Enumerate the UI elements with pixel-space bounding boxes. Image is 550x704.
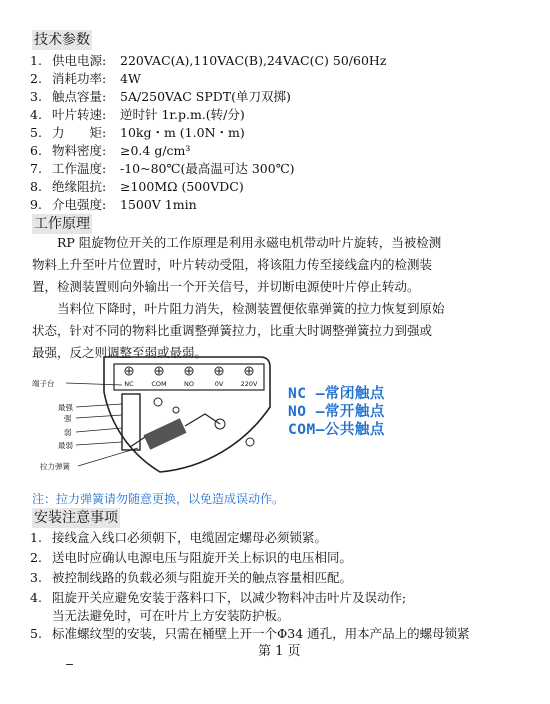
spec-row: 9. 介电强度: 1500V 1min bbox=[30, 197, 197, 212]
install-item: 4. 阻旋开关应避免安装于落料口下，以减少物料冲击叶片及误动作; bbox=[30, 590, 407, 605]
install-item: 2. 送电时应确认电源电压与阻旋开关上标识的电压相同。 bbox=[30, 550, 353, 565]
principle-line: 最强，反之则调整至弱或最弱。 bbox=[32, 345, 208, 360]
spec-row: 2. 消耗功率: 4W bbox=[30, 71, 141, 86]
strongest-label: 最强 bbox=[58, 403, 73, 412]
spec-row: 7. 工作温度: -10~80℃(最高温可达 300℃) bbox=[30, 161, 295, 176]
terminal-block-label: 端子台 bbox=[32, 379, 55, 388]
terminal-label: NO bbox=[184, 380, 194, 388]
spec-row: 6. 物料密度: ≥0.4 g/cm³ bbox=[30, 143, 191, 158]
terminal-label: COM bbox=[151, 380, 167, 388]
terminal-label: NC bbox=[124, 380, 134, 388]
spring-note: 注：拉力弹簧请勿随意更换，以免造成误动作。 bbox=[32, 492, 285, 506]
install-item: 5. 标准螺纹型的安装，只需在桶壁上开一个Φ34 通孔，用本产品上的螺母锁紧 bbox=[30, 626, 470, 641]
screw bbox=[246, 438, 254, 446]
principle-line: 当料位下降时，叶片阻力消失，检测装置便依靠弹簧的拉力恢复到原始 bbox=[32, 301, 445, 316]
spring-label: 拉力弹簧 bbox=[40, 462, 70, 471]
principle-line: 置，检测装置则向外输出一个开关信号，并切断电源使叶片停止转动。 bbox=[32, 279, 420, 294]
weakest-label: 最弱 bbox=[58, 441, 73, 450]
principle-title: 工作原理 bbox=[34, 216, 90, 232]
tech-title: 技术参数 bbox=[34, 32, 90, 48]
install-title: 安装注意事项 bbox=[34, 510, 118, 526]
legend-no: NO —常开触点 bbox=[288, 404, 385, 420]
spec-row: 8. 绝缘阻抗: ≥100MΩ (500VDC) bbox=[30, 179, 244, 194]
legend-nc: NC —常闭触点 bbox=[288, 386, 385, 402]
weak-label: 弱 bbox=[64, 428, 72, 437]
page-number: 第 1 页 bbox=[258, 644, 301, 659]
spec-row: 5. 力 矩: 10kg・m (1.0N・m) bbox=[30, 125, 245, 140]
principle-line: 状态，针对不同的物料比重调整弹簧拉力，比重大时调整弹簧拉力到强或 bbox=[32, 323, 433, 338]
install-item: 当无法避免时，可在叶片上方安装防护板。 bbox=[52, 608, 290, 623]
principle-line: RP 阻旋物位开关的工作原理是利用永磁电机带动叶片旋转，当被检测 bbox=[32, 235, 442, 250]
principle-line: 物料上升至叶片位置时，叶片转动受阻，将该阻力传至接线盒内的检测装 bbox=[32, 257, 433, 272]
legend-com: COM—公共触点 bbox=[288, 422, 385, 438]
screw bbox=[173, 407, 179, 413]
spec-row: 3. 触点容量: 5A/250VAC SPDT(单刀双掷) bbox=[30, 89, 291, 104]
screw bbox=[154, 398, 162, 406]
spring-coil bbox=[143, 418, 186, 449]
terminal-label: 0V bbox=[214, 380, 224, 388]
page-mark bbox=[66, 664, 73, 665]
spec-row: 4. 叶片转速: 逆时针 1r.p.m.(转/分) bbox=[30, 107, 245, 122]
spec-row: 1. 供电电源: 220VAC(A),110VAC(B),24VAC(C) 50/60Hz bbox=[30, 53, 387, 68]
install-item: 3. 被控制线路的负载必须与阻旋开关的触点容量相匹配。 bbox=[30, 570, 353, 585]
terminal-label: 220V bbox=[240, 380, 258, 388]
wiring-diagram bbox=[30, 352, 290, 482]
install-item: 1. 接线盒入线口必须朝下，电缆固定螺母必须锁紧。 bbox=[30, 530, 328, 545]
strong-label: 强 bbox=[64, 414, 72, 423]
